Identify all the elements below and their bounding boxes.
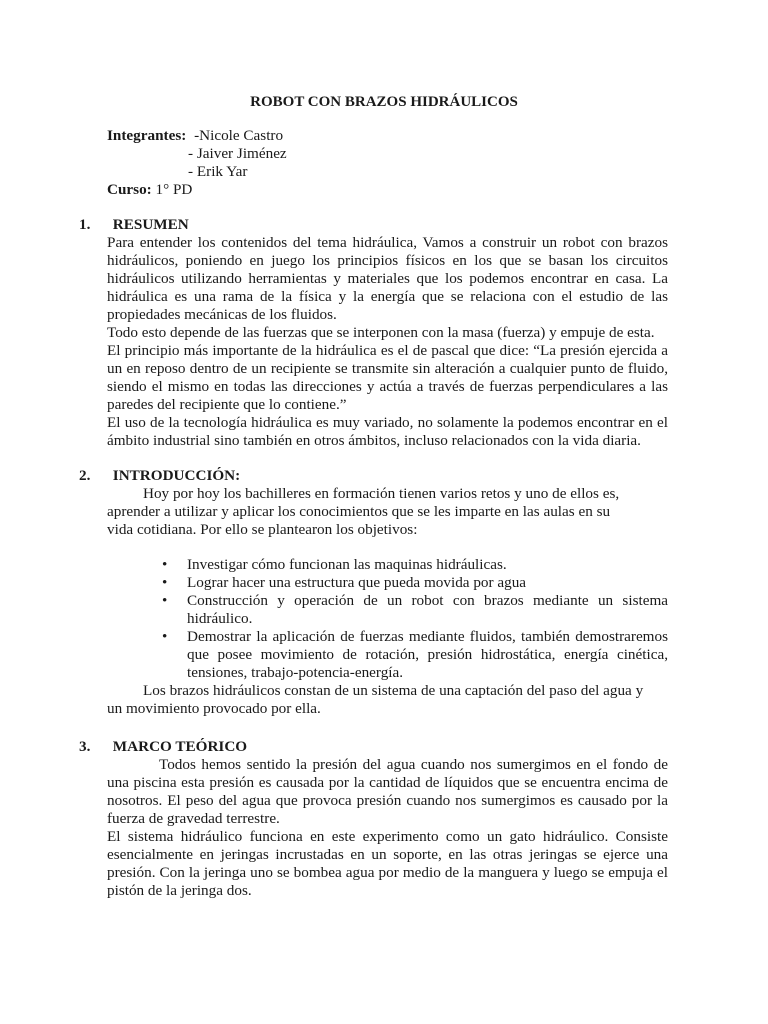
section-title: MARCO TEÓRICO: [112, 738, 248, 755]
objectives-list: [107, 556, 668, 682]
course-label: Curso:: [107, 181, 152, 198]
document-title: ROBOT CON BRAZOS HIDRÁULICOS: [250, 94, 518, 110]
paragraph: Hoy por hoy los bachilleres en formación tienen varios retos y uno de ellos es, aprender a utilizar y aplicar los conocimientos que se les imparte en las aulas en su vida cotidiana. Por ello se plantearon los objetivos:: [107, 485, 620, 538]
section-heading: [79, 467, 668, 485]
paragraph: El sistema hidráulico funciona en este experimento como un gato hidráulico. Consiste esencialmente en jeringas incrustadas en un soporte, en las otras jeringas se ejerce una presión. Con la jeringa uno se bombea agua por medio de la manguera y luego se empuja el pistón de la jeringa dos.: [107, 828, 668, 899]
paragraph: El principio más importante de la hidráulica es el de pascal que dice: “La presión ejercida a un en reposo dentro de un recipiente se transmite sin alteración a cualquier punto de fluido, siendo el mismo en todas las direcciones y actúa a través de fuerzas perpendiculares a las paredes del recipiente que lo contiene.”: [107, 342, 668, 413]
members-row-1: [107, 127, 667, 145]
list-item: • Construcción y operación de un robot con brazos mediante un sistema hidráulico.: [107, 592, 668, 628]
section-marco-teorico: [79, 738, 668, 900]
paragraph: Para entender los contenidos del tema hidráulica, Vamos a construir un robot con brazos hidráulicos, poniendo en juego los principios físicos en los que se basan los circuitos hidráulicos utilizando herramientas y materiales que los podemos encontrar en casa. La hidráulica es una rama de la física y la energía que se relaciona con el estudio de las propiedades mecánicas de los fluidos.: [107, 234, 668, 323]
section-title: RESUMEN: [112, 216, 189, 233]
members-block: [107, 127, 667, 199]
member-name: -Nicole Castro: [194, 127, 284, 144]
course-value: 1° PD: [155, 181, 193, 198]
section-resumen: [79, 216, 668, 450]
members-label: Integrantes:: [107, 127, 187, 144]
list-item: • Demostrar la aplicación de fuerzas mediante fluidos, también demostraremos que posee movimiento de rotación, presión hidrostática, energía cinética, tensiones, trabajo-potencia-energía.: [107, 628, 668, 682]
course-row: [107, 181, 667, 199]
list-item: • Lograr hacer una estructura que pueda movida por agua: [107, 574, 668, 592]
members-row-3: [107, 163, 667, 181]
section-number: 2.: [79, 467, 91, 484]
paragraph: El uso de la tecnología hidráulica es muy variado, no solamente la podemos encontrar en el ámbito industrial sino también en otros ámbitos, incluso relacionados con la vida diaria.: [107, 414, 668, 449]
section-heading: [79, 216, 668, 234]
paragraph: Todos hemos sentido la presión del agua cuando nos sumergimos en el fondo de una piscina esta presión es causada por la cantidad de líquidos que se encuentra encima de nosotros. El peso del agua que provoca presión cuando nos sumergimos es causado por la fuerza de gravedad terrestre.: [107, 756, 668, 827]
list-item: • Investigar cómo funcionan las maquinas hidráulicas.: [107, 556, 668, 574]
section-heading: [79, 738, 668, 756]
member-name: - Jaiver Jiménez: [188, 145, 287, 162]
section-title: INTRODUCCIÓN:: [112, 467, 241, 484]
section-introduccion: [79, 467, 668, 718]
member-name: - Erik Yar: [188, 163, 248, 180]
members-row-2: [107, 145, 667, 163]
paragraph: Todo esto depende de las fuerzas que se interponen con la masa (fuerza) y empuje de esta.: [107, 324, 655, 341]
section-number: 1.: [79, 216, 91, 233]
paragraph: Los brazos hidráulicos constan de un sistema de una captación del paso del agua y un movimiento provocado por ella.: [107, 682, 644, 717]
section-number: 3.: [79, 738, 91, 755]
